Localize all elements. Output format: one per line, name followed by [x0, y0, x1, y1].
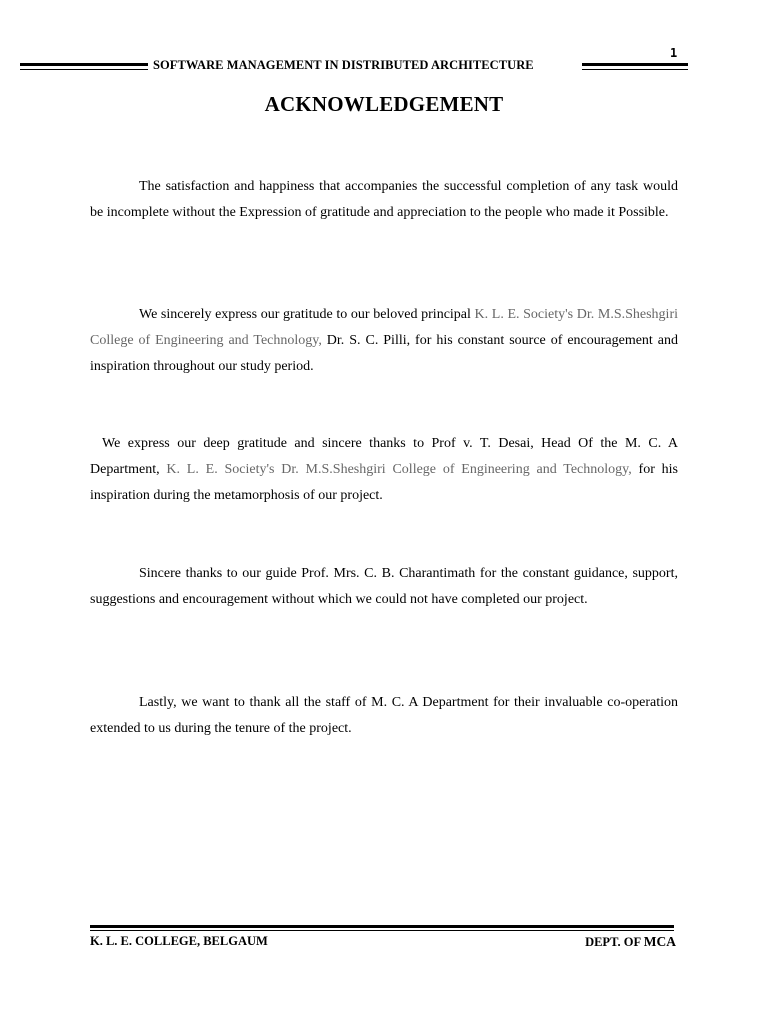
paragraph-principal-text-end: Dr. S. C. Pilli, for his constant source of encouragement and inspiration throughout our study period. — [90, 333, 678, 374]
footer-department-prefix: DEPT. OF — [585, 935, 644, 949]
paragraph-hod — [90, 431, 678, 509]
paragraph-principal — [90, 302, 678, 380]
footer-college: K. L. E. COLLEGE, BELGAUM — [90, 934, 268, 948]
paragraph-guide: Sincere thanks to our guide Prof. Mrs. C. B. Charantimath for the constant guidance, support, suggestions and encouragement without which we could not have completed our project. — [90, 566, 678, 607]
header-rule-right — [582, 63, 688, 70]
paragraph-staff: Lastly, we want to thank all the staff of M. C. A Department for their invaluable co-operation extended to us during the tenure of the project. — [90, 695, 678, 736]
college-name: K. L. E. Society's Dr. M.S.Sheshgiri College of Engineering and Technology, — [166, 462, 632, 477]
page-number: 1 — [670, 46, 678, 60]
paragraph-hod-text-start: We express our deep gratitude and sincere thanks to Prof v. T. Desai, Head Of the M. C. A Department, — [90, 436, 678, 477]
page-title: ACKNOWLEDGEMENT — [264, 92, 504, 116]
running-header — [20, 58, 688, 76]
paragraph-hod-text-end: for his inspiration during the metamorphosis of our project. — [90, 462, 678, 503]
paragraph-satisfaction: The satisfaction and happiness that accompanies the successful completion of any task would be incomplete without the Expression of gratitude and appreciation to the people who made it Possible. — [90, 179, 678, 220]
header-title: SOFTWARE MANAGEMENT IN DISTRIBUTED ARCHITECTURE — [153, 58, 534, 72]
header-rule-left — [20, 63, 148, 70]
footer-rule — [90, 925, 674, 931]
footer-department-name: MCA — [643, 934, 676, 949]
paragraph-principal-text-start: We sincerely express our gratitude to our beloved principal — [139, 307, 475, 322]
college-name: K. L. E. Society's Dr. M.S.Sheshgiri College of Engineering and Technology, — [90, 307, 678, 348]
footer-department — [585, 934, 676, 950]
